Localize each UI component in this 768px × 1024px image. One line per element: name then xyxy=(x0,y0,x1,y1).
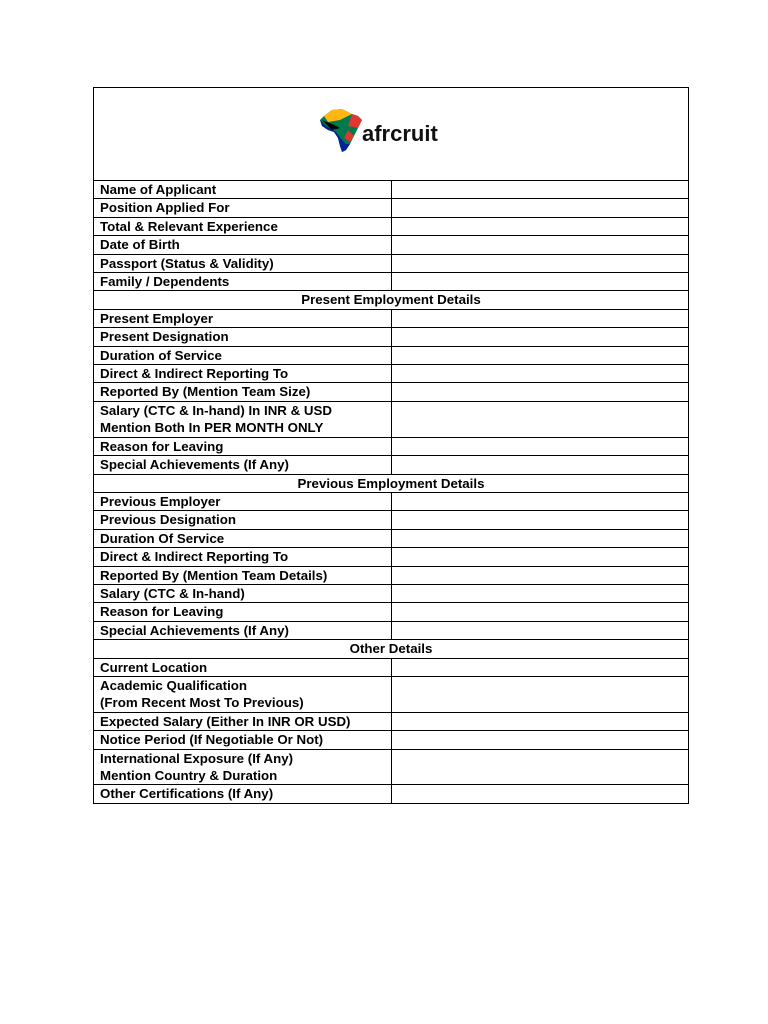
form-row xyxy=(94,529,688,547)
field-value[interactable] xyxy=(392,529,689,547)
field-label: Passport (Status & Validity) xyxy=(94,254,392,272)
form-row xyxy=(94,584,688,602)
field-label: Duration of Service xyxy=(94,346,392,364)
field-value[interactable] xyxy=(392,236,689,254)
field-label: Position Applied For xyxy=(94,199,392,217)
form-row xyxy=(94,217,688,235)
field-value[interactable] xyxy=(392,401,689,437)
field-value[interactable] xyxy=(392,346,689,364)
form-row xyxy=(94,492,688,510)
field-label: Special Achievements (If Any) xyxy=(94,456,392,474)
field-value[interactable] xyxy=(392,548,689,566)
form-row xyxy=(94,365,688,383)
field-label: Reason for Leaving xyxy=(94,437,392,455)
field-label: Expected Salary (Either In INR OR USD) xyxy=(94,712,392,730)
field-label: Reported By (Mention Team Details) xyxy=(94,566,392,584)
field-value[interactable] xyxy=(392,584,689,602)
form-row xyxy=(94,236,688,254)
field-label: Current Location xyxy=(94,658,392,676)
form-row xyxy=(94,712,688,730)
form-row xyxy=(94,383,688,401)
field-value[interactable] xyxy=(392,712,689,730)
form-row xyxy=(94,456,688,474)
form-row xyxy=(94,254,688,272)
field-label: Duration Of Service xyxy=(94,529,392,547)
field-label: Salary (CTC & In-hand) In INR & USD Mention Both In PER MONTH ONLY xyxy=(94,401,392,437)
form-row xyxy=(94,437,688,455)
field-value[interactable] xyxy=(392,365,689,383)
section-title: Previous Employment Details xyxy=(94,474,688,492)
field-label: Reason for Leaving xyxy=(94,603,392,621)
field-value[interactable] xyxy=(392,456,689,474)
field-value[interactable] xyxy=(392,492,689,510)
field-label: Date of Birth xyxy=(94,236,392,254)
field-value[interactable] xyxy=(392,328,689,346)
form-row xyxy=(94,749,688,785)
section-header-row xyxy=(94,474,688,492)
field-value[interactable] xyxy=(392,199,689,217)
form-row xyxy=(94,676,688,712)
form-row xyxy=(94,401,688,437)
field-label: International Exposure (If Any) Mention Country & Duration xyxy=(94,749,392,785)
field-value[interactable] xyxy=(392,658,689,676)
form-row xyxy=(94,566,688,584)
field-label: Notice Period (If Negotiable Or Not) xyxy=(94,731,392,749)
form-row xyxy=(94,658,688,676)
application-form xyxy=(93,87,689,804)
field-value[interactable] xyxy=(392,511,689,529)
field-value[interactable] xyxy=(392,676,689,712)
section-title: Present Employment Details xyxy=(94,291,688,309)
field-label: Special Achievements (If Any) xyxy=(94,621,392,639)
field-label: Family / Dependents xyxy=(94,273,392,291)
field-label: Reported By (Mention Team Size) xyxy=(94,383,392,401)
form-row xyxy=(94,273,688,291)
field-label: Previous Designation xyxy=(94,511,392,529)
logo-text: afrcruit xyxy=(362,121,438,146)
form-row xyxy=(94,511,688,529)
form-row xyxy=(94,603,688,621)
form-table xyxy=(94,181,688,803)
field-value[interactable] xyxy=(392,566,689,584)
field-label: Present Designation xyxy=(94,328,392,346)
field-label: Direct & Indirect Reporting To xyxy=(94,548,392,566)
form-row xyxy=(94,199,688,217)
field-value[interactable] xyxy=(392,254,689,272)
afrocruit-logo xyxy=(318,106,468,156)
field-value[interactable] xyxy=(392,437,689,455)
africa-map-flag-icon xyxy=(320,109,362,152)
field-label: Academic Qualification (From Recent Most To Previous) xyxy=(94,676,392,712)
field-label: Salary (CTC & In-hand) xyxy=(94,584,392,602)
form-row xyxy=(94,621,688,639)
field-value[interactable] xyxy=(392,217,689,235)
section-title: Other Details xyxy=(94,640,688,658)
field-value[interactable] xyxy=(392,181,689,199)
field-label: Previous Employer xyxy=(94,492,392,510)
form-row xyxy=(94,346,688,364)
field-label: Name of Applicant xyxy=(94,181,392,199)
field-value[interactable] xyxy=(392,603,689,621)
logo-area xyxy=(94,88,688,181)
field-label: Total & Relevant Experience xyxy=(94,217,392,235)
field-label: Present Employer xyxy=(94,309,392,327)
field-value[interactable] xyxy=(392,749,689,785)
form-row xyxy=(94,181,688,199)
field-value[interactable] xyxy=(392,383,689,401)
form-row xyxy=(94,548,688,566)
form-row xyxy=(94,731,688,749)
field-value[interactable] xyxy=(392,273,689,291)
field-label: Other Certifications (If Any) xyxy=(94,785,392,803)
field-value[interactable] xyxy=(392,731,689,749)
form-row xyxy=(94,309,688,327)
section-header-row xyxy=(94,640,688,658)
field-value[interactable] xyxy=(392,621,689,639)
field-value[interactable] xyxy=(392,309,689,327)
field-value[interactable] xyxy=(392,785,689,803)
section-header-row xyxy=(94,291,688,309)
form-row xyxy=(94,785,688,803)
field-label: Direct & Indirect Reporting To xyxy=(94,365,392,383)
form-row xyxy=(94,328,688,346)
